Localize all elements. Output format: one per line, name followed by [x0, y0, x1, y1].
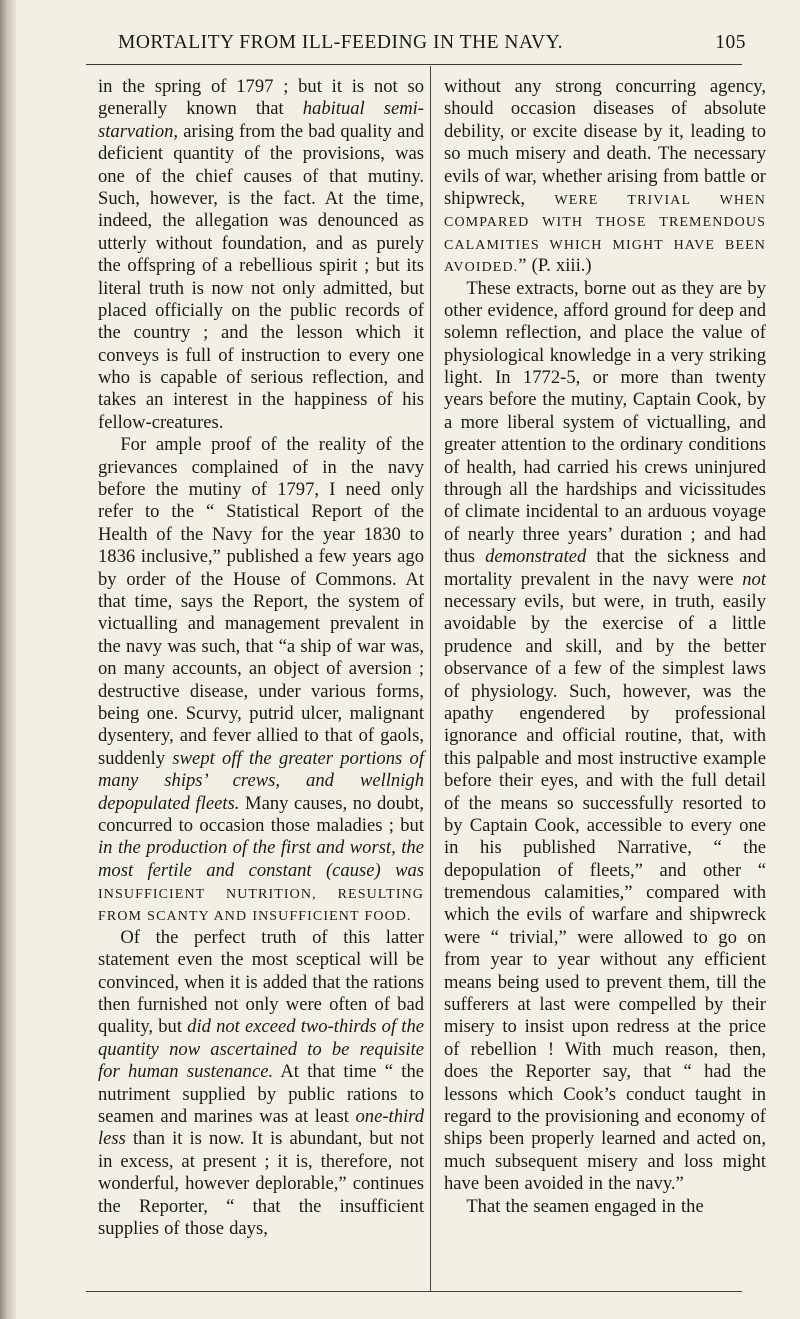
text-run: For ample proof of the reality of the grievances complained of in the navy before the mutiny of 1797, I need only refer to the “ Statistical Report of the Health of the Navy for the year 1830 to 1836 inclusive,” published a few years ago by order of the House of Commons. At that time, says the Report, the system of victualling and management prevalent in the navy was such, that “a ship of war was, on many accounts, an object of aversion ; destructive disease, under various forms, being one. Scurvy, putrid ulcer, malignant dysentery, and fever allied to that of gaols, suddenly	[98, 434, 424, 769]
right-text-column	[444, 76, 766, 1218]
book-binding-edge	[0, 0, 16, 1319]
text-run: ” (P. xiii.)	[518, 255, 592, 277]
left-text-column	[98, 76, 424, 1240]
small-caps-phrase: INSUFFICIENT NUTRITION, RESULTING FROM SCANTY AND INSUFFICIENT FOOD.	[98, 887, 424, 925]
italic-phrase: in the production of the first and worst, the most fertile and constant (cause) was	[98, 837, 424, 881]
bottom-rule	[86, 1291, 742, 1292]
italic-phrase: habitual semi-starvation	[98, 98, 424, 142]
paragraph-rations	[98, 927, 424, 1240]
text-run: Of the perfect truth of this latter statement even the most sceptical will be convinced, when it is added that the rations then furnished not only were often of bad quality, but	[98, 926, 424, 1038]
text-run: That the seamen engaged in the	[466, 1195, 704, 1217]
italic-phrase: demonstrated	[485, 546, 587, 568]
column-divider	[430, 66, 431, 1292]
paragraph-avoidable-calamities	[444, 76, 766, 278]
book-page	[24, 0, 800, 1319]
small-caps-phrase: WERE TRIVIAL WHEN COMPARED WITH THOSE TREMENDOUS CALAMITIES WHICH MIGHT HAVE BEEN AVOIDED.	[444, 192, 766, 276]
text-run: , arising from the bad quality and deficient quantity of the provisions, was one of the chief causes of that mutiny. Such, however, is the fact. At the time, indeed, the allegation was denounced as utterly without foundation, and as purely the offspring of a rebellious spirit ; but its literal truth is now not only admitted, but placed officially on the public records of the country ; and the lesson which it conveys is full of instruction to every one who is capable of serious reflection, and takes an interest in the happiness of his fellow-creatures.	[98, 120, 424, 433]
text-run: Many causes, no doubt, concurred to occasion those maladies ; but	[98, 792, 425, 836]
header-rule	[86, 64, 742, 65]
paragraph-mutiny-cause	[98, 76, 424, 434]
page-number: 105	[715, 32, 746, 53]
text-run: in the spring of 1797 ; but it is not so generally known that	[98, 76, 424, 120]
text-run: necessary evils, but were, in truth, easily avoidable by the exercise of a little prudence and skill, and by the better observance of a few of the simplest laws of physiology. Such, however, was the apathy engendered by professional ignorance and official routine, that, with this palpable and most instructive example before their eyes, and with the full detail of the means so successfully resorted to by Captain Cook, accessible to every one in his published Narrative, “ the depopulation of fleets,” and other “ tremendous calamities,” compared with which the evils of warfare and shipwreck were “ trivial,” were allowed to go on from year to year without any efficient means being used to prevent them, till the sufferers at last were compelled by their misery to insist upon redress at the price of rebellion ! With much reason, then, does the Reporter say, that “ had the lessons which Cook’s conduct taught in regard to the provisioning and economy of ships been properly learned and acted on, much subsequent misery and loss might have been avoided in the navy.”	[444, 590, 766, 1195]
text-run: that the sickness and mortality prevalent in the navy were	[444, 546, 766, 590]
italic-phrase: not	[742, 568, 766, 590]
text-run: than it is now. It is abundant, but not in excess, at present ; it is, therefore, not wonderful, however deplorable,” continues the Reporter, “ that the insufficient supplies of those days,	[98, 1128, 424, 1239]
paragraph-captain-cook	[444, 278, 766, 1196]
italic-phrase: swept off the greater portions of many ships’ crews, and wellnigh depopulated fleets.	[98, 747, 424, 814]
italic-phrase: one-third less	[98, 1105, 424, 1150]
text-run: These extracts, borne out as they are by other evidence, afford ground for deep and solemn reflection, and place the value of physiological knowledge in a very striking light. In 1772-5, or more than twenty years before the mutiny, Captain Cook, by a more liberal system of victualling, and greater attention to the ordinary conditions of health, had carried his crews uninjured through all the hardships and vicissitudes of climate incidental to an arduous voyage of nearly three years’ duration ; and had thus	[444, 277, 766, 568]
chapter-running-title: MORTALITY FROM ILL-FEEDING IN THE NAVY.	[118, 32, 564, 53]
text-run: At that time “ the nutriment supplied by public rations to seamen and marines was at least	[98, 1061, 425, 1127]
paragraph-seamen-fragment	[444, 1196, 766, 1218]
italic-phrase: did not exceed two-thirds of the quantity now ascertained to be requisite for human sustenance.	[98, 1016, 425, 1083]
paragraph-statistical-report	[98, 434, 424, 927]
text-run: without any strong concurring agency, should occasion diseases of absolute debility, or excite disease by it, leading to so much misery and death. The necessary evils of war, whether arising from battle or shipwreck,	[444, 76, 766, 209]
